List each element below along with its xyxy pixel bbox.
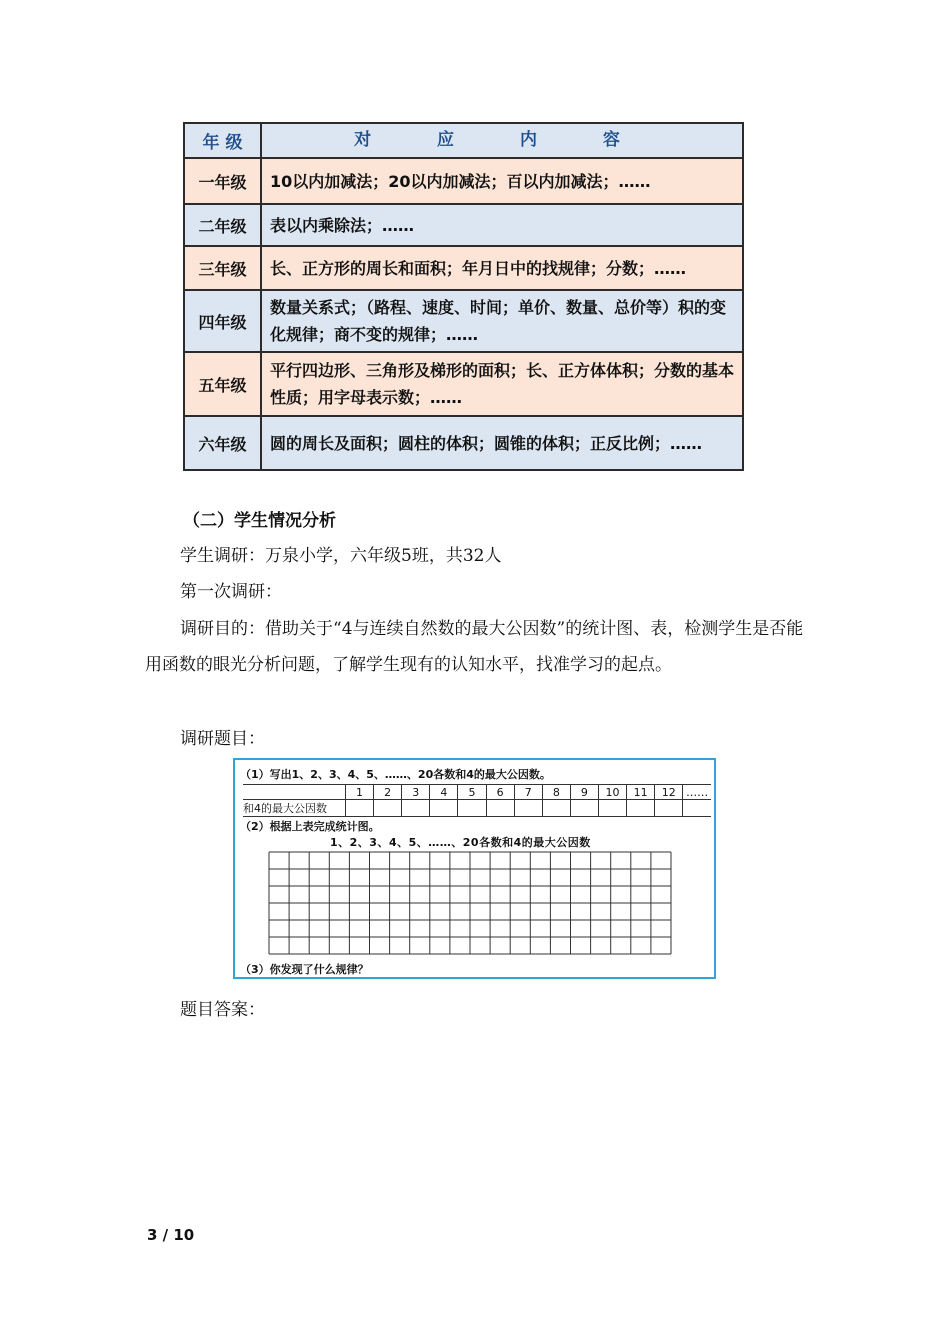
table-row xyxy=(184,352,743,416)
content-cell: 数量关系式；（路程、速度、时间；单价、数量、总价等）积的变化规律；商不变的规律；…… xyxy=(261,290,743,352)
table-row xyxy=(184,158,743,204)
answer-cell xyxy=(402,800,430,817)
survey-question-figure xyxy=(233,758,716,979)
number-cell: 1 xyxy=(346,785,374,800)
answer-cell xyxy=(514,800,542,817)
blank-label-cell xyxy=(243,785,346,800)
content-cell: 10以内加减法；20以内加减法；百以内加减法；…… xyxy=(261,158,743,204)
number-cell: 9 xyxy=(570,785,598,800)
answer-cell xyxy=(683,800,711,817)
question-1: （1）写出1、2、3、4、5、……、20各数和4的最大公因数。 xyxy=(240,768,551,781)
grade-cell: 六年级 xyxy=(184,416,261,470)
number-cell: 6 xyxy=(486,785,514,800)
first-survey-label: 第一次调研： xyxy=(180,582,282,602)
grade-cell: 三年级 xyxy=(184,246,261,290)
table-header-row xyxy=(184,123,743,158)
survey-info: 学生调研：万泉小学，六年级5班，共32人 xyxy=(180,546,502,566)
number-cell: 11 xyxy=(627,785,655,800)
answers-label: 题目答案： xyxy=(180,1000,265,1020)
answer-cell xyxy=(655,800,683,817)
answer-cell xyxy=(542,800,570,817)
number-cell: 8 xyxy=(542,785,570,800)
number-cell: 5 xyxy=(458,785,486,800)
section-heading: （二）学生情况分析 xyxy=(183,511,336,531)
answer-cell xyxy=(346,800,374,817)
content-cell: 长、正方形的周长和面积；年月日中的找规律；分数；…… xyxy=(261,246,743,290)
chart-title: 1、2、3、4、5、……、20各数和4的最大公因数 xyxy=(330,836,591,849)
numbers-row xyxy=(243,785,711,800)
content-cell: 圆的周长及面积；圆柱的体积；圆锥的体积；正反比例；…… xyxy=(261,416,743,470)
grade-content-table xyxy=(183,122,744,471)
answer-cell xyxy=(598,800,626,817)
header-grade: 年 级 xyxy=(184,123,261,158)
blank-chart-grid xyxy=(268,851,672,955)
table-row xyxy=(184,416,743,470)
number-cell: 2 xyxy=(374,785,402,800)
survey-purpose: 调研目的：借助关于“4与连续自然数的最大公因数”的统计图、表，检测学生是否能用函数的眼光分析问题，了解学生现有的认知水平，找准学习的起点。 xyxy=(145,619,804,675)
answer-cell xyxy=(627,800,655,817)
table-row xyxy=(184,204,743,246)
answer-cell xyxy=(430,800,458,817)
grade-cell: 四年级 xyxy=(184,290,261,352)
gcd-table xyxy=(243,784,711,817)
question-3: （3）你发现了什么规律？ xyxy=(240,963,369,976)
answer-cell xyxy=(570,800,598,817)
number-cell: 4 xyxy=(430,785,458,800)
number-cell: 12 xyxy=(655,785,683,800)
number-cell: 3 xyxy=(402,785,430,800)
table-row xyxy=(184,246,743,290)
answer-cell xyxy=(374,800,402,817)
question-2: （2）根据上表完成统计图。 xyxy=(240,820,380,833)
page-number: 3 / 10 xyxy=(147,1226,195,1244)
grade-cell: 二年级 xyxy=(184,204,261,246)
answer-cell xyxy=(458,800,486,817)
number-cell: …… xyxy=(683,785,711,800)
number-cell: 10 xyxy=(598,785,626,800)
questions-label: 调研题目： xyxy=(180,729,265,749)
gcd-row-label: 和4的最大公因数 xyxy=(243,800,346,817)
grade-cell: 五年级 xyxy=(184,352,261,416)
answer-cell xyxy=(486,800,514,817)
header-content: 对 应 内 容 xyxy=(261,123,743,158)
content-cell: 表以内乘除法；…… xyxy=(261,204,743,246)
content-cell: 平行四边形、三角形及梯形的面积；长、正方体体积；分数的基本性质；用字母表示数；…… xyxy=(261,352,743,416)
gcd-row xyxy=(243,800,711,817)
number-cell: 7 xyxy=(514,785,542,800)
grade-cell: 一年级 xyxy=(184,158,261,204)
table-row xyxy=(184,290,743,352)
